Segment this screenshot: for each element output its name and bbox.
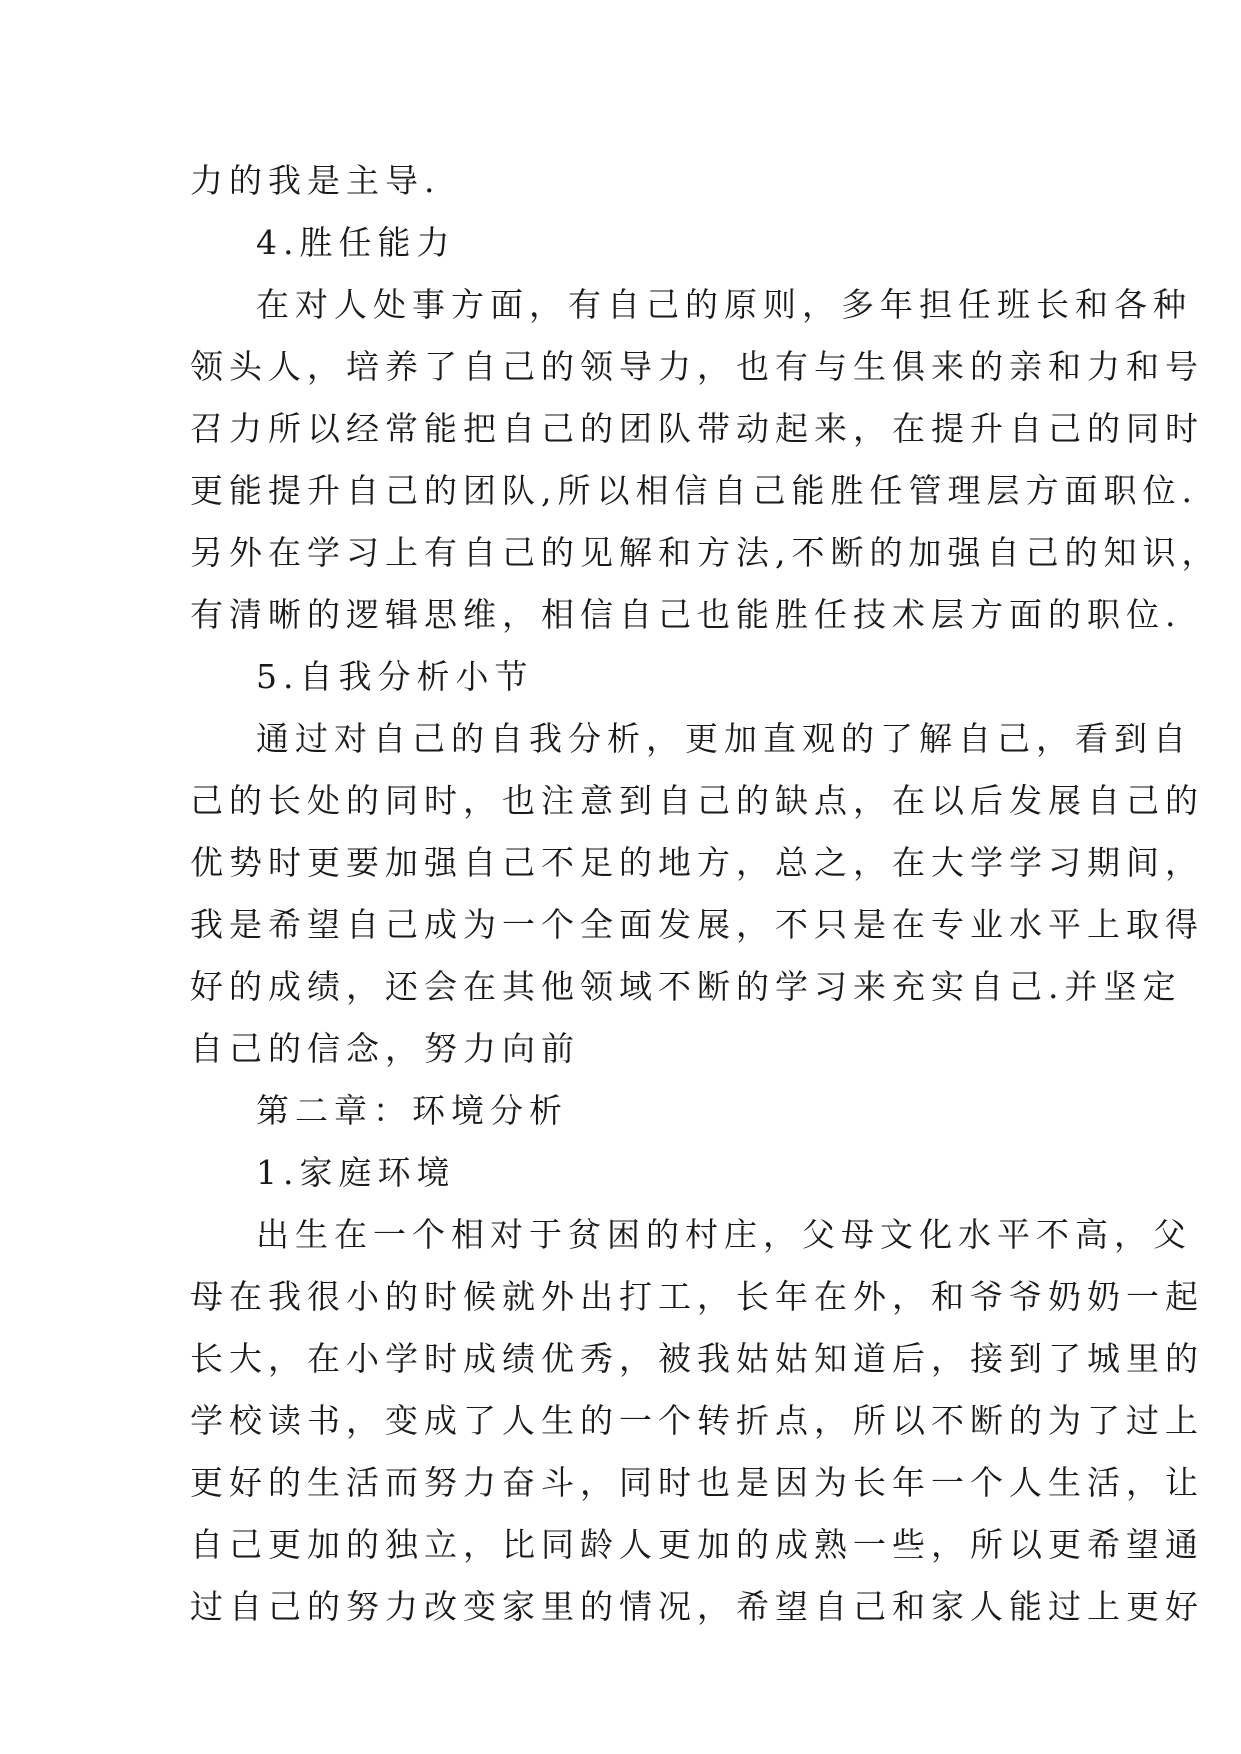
text-line-5: 召力所以经常能把自己的团队带动起来，在提升自己的同时	[190, 409, 1204, 448]
text-line-15: 自己的信念，努力向前	[190, 1029, 580, 1068]
section-heading-1: 1.家庭环境	[256, 1153, 456, 1192]
text-line-24: 过自己的努力改变家里的情况，希望自己和家人能过上更好	[190, 1587, 1204, 1626]
chapter-heading-2: 第二章：环境分析	[256, 1091, 568, 1130]
text-line-3: 在对人处事方面，有自己的原则，多年担任班长和各种	[256, 285, 1192, 324]
text-line-6: 更能提升自己的团队,所以相信自己能胜任管理层方面职位.	[190, 471, 1198, 510]
text-line-7: 另外在学习上有自己的见解和方法,不断的加强自己的知识，	[190, 533, 1221, 572]
text-line-13: 我是希望自己成为一个全面发展，不只是在专业水平上取得	[190, 905, 1204, 944]
text-line-1: 力的我是主导.	[190, 161, 441, 200]
text-line-14: 好的成绩，还会在其他领域不断的学习来充实自己.并坚定	[190, 967, 1182, 1006]
text-line-21: 学校读书，变成了人生的一个转折点，所以不断的为了过上	[190, 1401, 1204, 1440]
text-line-11: 己的长处的同时，也注意到自己的缺点，在以后发展自己的	[190, 781, 1204, 820]
section-heading-5: 5.自我分析小节	[256, 657, 534, 696]
text-line-4: 领头人，培养了自己的领导力，也有与生俱来的亲和力和号	[190, 347, 1204, 386]
text-line-23: 自己更加的独立，比同龄人更加的成熟一些，所以更希望通	[190, 1525, 1204, 1564]
section-heading-4: 4.胜任能力	[256, 223, 456, 262]
text-line-10: 通过对自己的自我分析，更加直观的了解自己，看到自	[256, 719, 1192, 758]
text-line-12: 优势时更要加强自己不足的地方，总之，在大学学习期间，	[190, 843, 1204, 882]
text-line-20: 长大，在小学时成绩优秀，被我姑姑知道后，接到了城里的	[190, 1339, 1204, 1378]
text-line-18: 出生在一个相对于贫困的村庄，父母文化水平不高，父	[256, 1215, 1192, 1254]
text-line-22: 更好的生活而努力奋斗，同时也是因为长年一个人生活，让	[190, 1463, 1204, 1502]
text-line-8: 有清晰的逻辑思维，相信自己也能胜任技术层方面的职位.	[190, 595, 1182, 634]
document-page	[190, 150, 1221, 1638]
text-line-19: 母在我很小的时候就外出打工，长年在外，和爷爷奶奶一起	[190, 1277, 1204, 1316]
